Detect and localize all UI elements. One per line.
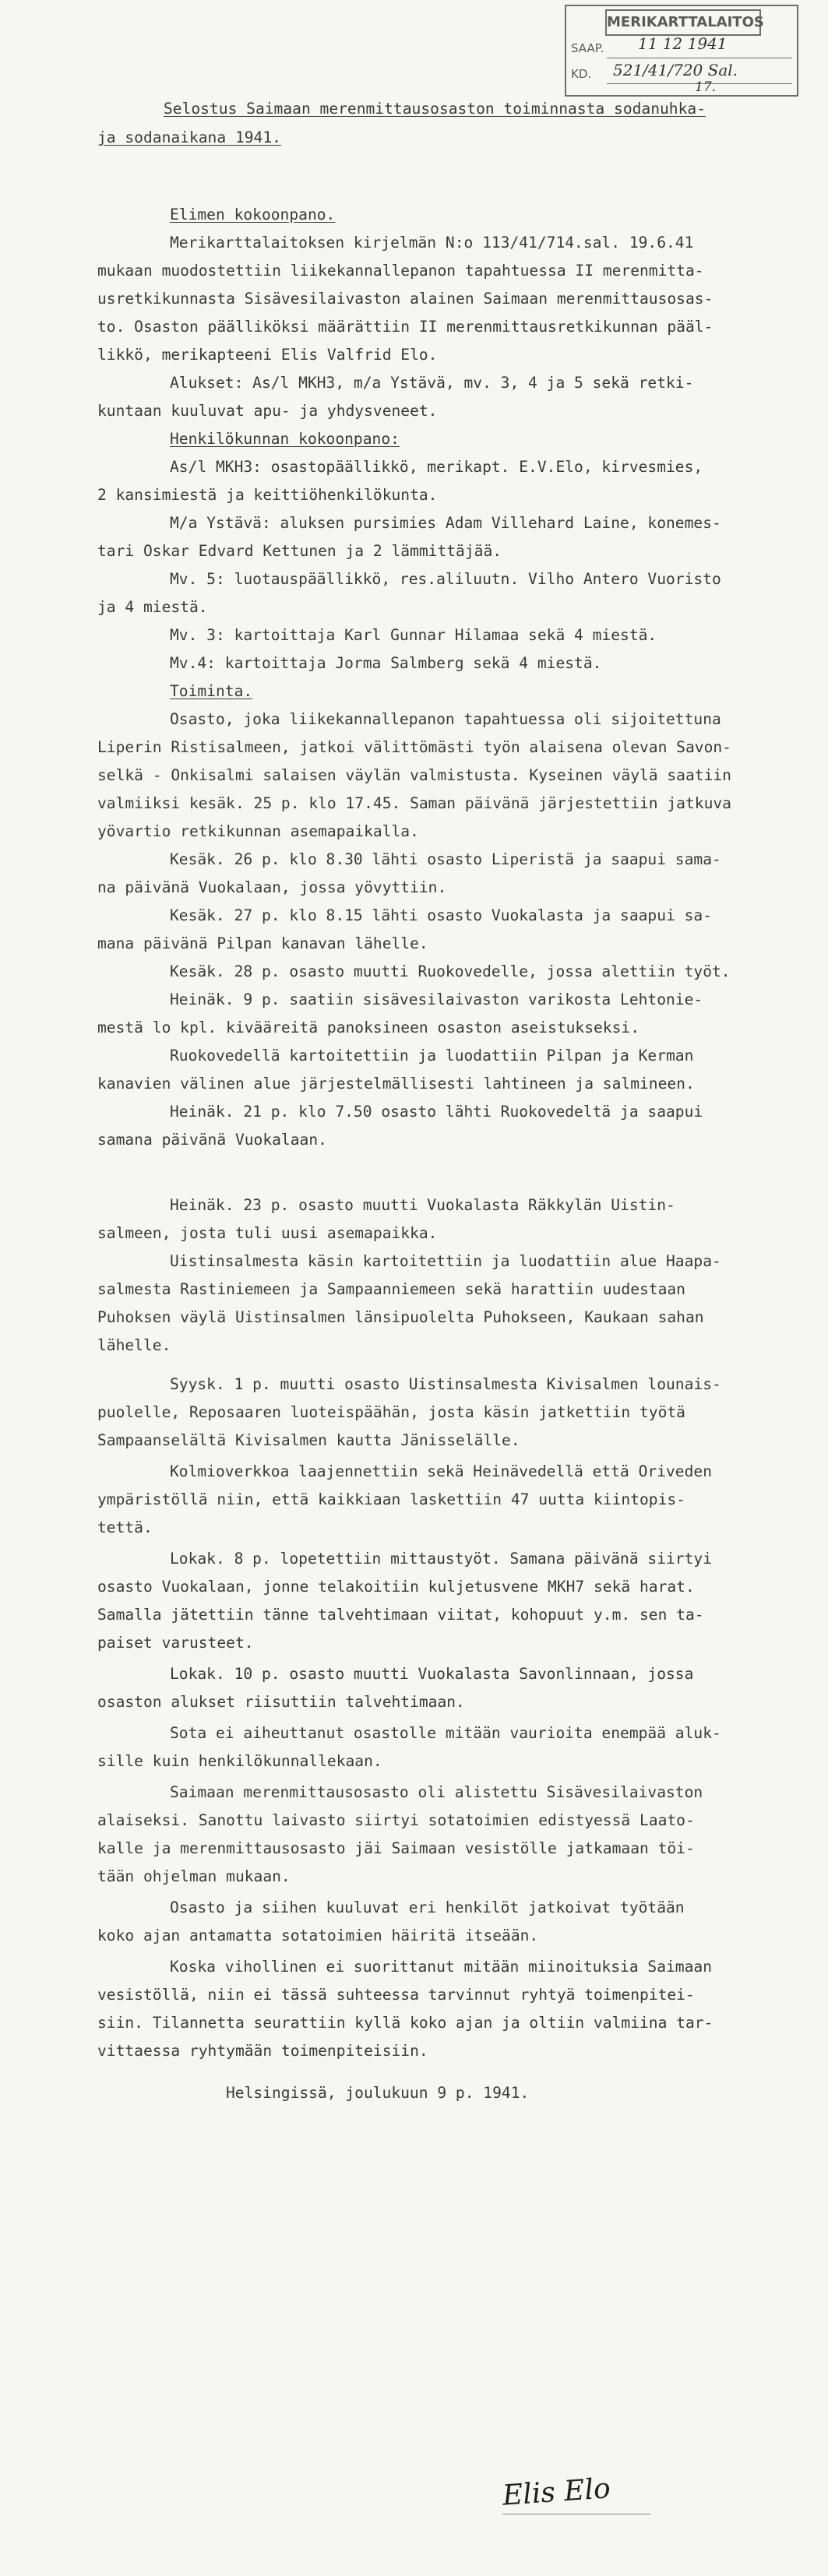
text-line: ympäristöllä niin, että kaikkiaan laskettiin 47 uutta kiintopis-: [97, 1490, 685, 1508]
text-line: Kesäk. 27 p. klo 8.15 lähti osasto Vuokalasta ja saapui sa-: [170, 906, 712, 924]
text-line: mukaan muodostettiin liikekannallepanon tapahtuessa II merenmitta-: [97, 262, 704, 280]
text-line: Saimaan merenmittausosasto oli alistettu Sisävesilaivaston: [170, 1783, 703, 1801]
text-line: na päivänä Vuokalaan, jossa yövyttiin.: [97, 878, 447, 896]
text-line: to. Osaston päälliköksi määrättiin II merenmittausretkikunnan pääl-: [97, 318, 713, 336]
text-line: osaston alukset riisuttiin talvehtimaan.: [97, 1693, 465, 1711]
text-line: paiset varusteet.: [97, 1634, 254, 1652]
place-date: Helsingissä, joulukuun 9 p. 1941.: [226, 2084, 530, 2102]
text-line: samana päivänä Vuokalaan.: [97, 1131, 327, 1149]
text-line: 2 kansimiestä ja keittiöhenkilökunta.: [97, 486, 438, 504]
text-line: Kesäk. 26 p. klo 8.30 lähti osasto Liperistä ja saapui sama-: [170, 850, 721, 868]
section-heading: Elimen kokoonpano.: [170, 206, 336, 223]
text-line: Sota ei aiheuttanut osastolle mitään vaurioita enempää aluk-: [170, 1724, 721, 1742]
text-line: puolelle, Reposaaren luoteispäähän, josta käsin jatkettiin työtä: [97, 1403, 685, 1421]
stamp-kd-label: KD.: [571, 67, 592, 81]
text-line: likkö, merikapteeni Elis Valfrid Elo.: [97, 346, 438, 364]
text-line: ja 4 miestä.: [97, 598, 208, 616]
stamp-saap-label: SAAP.: [571, 41, 604, 55]
text-line: sille kuin henkilökunnallekaan.: [97, 1752, 382, 1770]
text-line: Syysk. 1 p. muutti osasto Uistinsalmesta Kivisalmen lounais-: [170, 1375, 721, 1393]
receipt-stamp: [565, 5, 798, 97]
text-line: Osasto ja siihen kuuluvat eri henkilöt jatkoivat työtään: [170, 1899, 685, 1916]
text-line: Samalla jätettiin tänne talvehtimaan viitat, kohopuut y.m. sen ta-: [97, 1606, 704, 1624]
text-line: Koska vihollinen ei suorittanut mitään miinoituksia Saimaan: [170, 1958, 712, 1976]
text-line: Merikarttalaitoksen kirjelmän N:o 113/41/714.sal. 19.6.41: [170, 234, 694, 252]
text-line: Osasto, joka liikekannallepanon tapahtuessa oli sijoitettuna: [170, 710, 721, 728]
text-line: Ruokovedellä kartoitettiin ja luodattiin Pilpan ja Kerman: [170, 1047, 694, 1065]
text-line: vesistöllä, niin ei tässä suhteessa tarvinnut ryhtyä toimenpitei-: [97, 1986, 695, 2004]
text-line: alaiseksi. Sanottu laivasto siirtyi sotatoimien edistyessä Laato-: [97, 1811, 695, 1829]
text-line: Kolmioverkkoa laajennettiin sekä Heinävedellä että Oriveden: [170, 1462, 712, 1480]
signature: Elis Elo: [501, 2472, 611, 2512]
text-line: lähelle.: [97, 1336, 171, 1354]
text-line: Mv. 5: luotauspäällikkö, res.aliluutn. Vilho Antero Vuoristo: [170, 570, 721, 588]
text-line: Lokak. 8 p. lopetettiin mittaustyöt. Samana päivänä siirtyi: [170, 1550, 712, 1568]
text-line: Heinäk. 9 p. saatiin sisävesilaivaston varikosta Lehtonie-: [170, 991, 703, 1008]
text-line: salmeen, josta tuli uusi asemapaikka.: [97, 1224, 438, 1242]
text-line: valmiiksi kesäk. 25 p. klo 17.45. Saman päivänä järjestettiin jatkuva: [97, 794, 731, 812]
text-line: usretkikunnasta Sisävesilaivaston alainen Saimaan merenmittausosas-: [97, 290, 713, 308]
text-line: As/l MKH3: osastopäällikkö, merikapt. E.V.Elo, kirvesmies,: [170, 458, 703, 476]
title-line-1: Selostus Saimaan merenmittausosaston toiminnasta sodanuhka-: [164, 100, 706, 118]
text-line: vittaessa ryhtymään toimenpiteisiin.: [97, 2042, 428, 2060]
title-line-2: ja sodanaikana 1941.: [97, 128, 281, 146]
text-line: Puhoksen väylä Uistinsalmen länsipuolelta Puhokseen, Kaukaan sahan: [97, 1308, 704, 1326]
text-line: Alukset: As/l MKH3, m/a Ystävä, mv. 3, 4 ja 5 sekä retki-: [170, 374, 694, 392]
text-line: kuntaan kuuluvat apu- ja yhdysveneet.: [97, 402, 438, 420]
text-line: koko ajan antamatta sotatoimien häiritä itseään.: [97, 1927, 539, 1944]
text-line: yövartio retkikunnan asemapaikalla.: [97, 822, 419, 840]
text-line: Liperin Ristisalmeen, jatkoi välittömästi työn alaisena olevan Savon-: [97, 738, 731, 756]
text-line: siin. Tilannetta seurattiin kyllä koko ajan ja oltiin valmiina tar-: [97, 2014, 713, 2032]
stamp-org: MERIKARTTALAITOS: [605, 9, 761, 36]
text-line: Uistinsalmesta käsin kartoitettiin ja luodattiin alue Haapa-: [170, 1252, 721, 1270]
stamp-saap-value: 11 12 1941: [638, 34, 728, 53]
text-line: mestä lo kpl. kivääreitä panoksineen osaston aseistukseksi.: [97, 1019, 639, 1036]
text-line: kanavien välinen alue järjestelmällisesti lahtineen ja salmineen.: [97, 1075, 695, 1093]
text-line: tari Oskar Edvard Kettunen ja 2 lämmittäjää.: [97, 542, 502, 560]
text-line: Heinäk. 21 p. klo 7.50 osasto lähti Ruokovedeltä ja saapui: [170, 1103, 703, 1121]
text-line: tään ohjelman mukaan.: [97, 1867, 291, 1885]
text-line: mana päivänä Pilpan kanavan lähelle.: [97, 934, 428, 952]
text-line: Mv. 3: kartoittaja Karl Gunnar Hilamaa sekä 4 miestä.: [170, 626, 657, 644]
stamp-kd-value: 521/41/720 Sal.: [613, 61, 738, 79]
text-line: selkä - Onkisalmi salaisen väylän valmistusta. Kyseinen väylä saatiin: [97, 766, 731, 784]
text-line: Lokak. 10 p. osasto muutti Vuokalasta Savonlinnaan, jossa: [170, 1665, 694, 1683]
text-line: Kesäk. 28 p. osasto muutti Ruokovedelle, jossa alettiin työt.: [170, 962, 731, 980]
text-line: Sampaanselältä Kivisalmen kautta Jänisselälle.: [97, 1431, 520, 1449]
stamp-kd-extra: 17.: [695, 79, 717, 95]
section-heading: Toiminta.: [170, 682, 253, 700]
text-line: salmesta Rastiniemeen ja Sampaanniemeen sekä harattiin uudestaan: [97, 1280, 685, 1298]
text-line: M/a Ystävä: aluksen pursimies Adam Villehard Laine, konemes-: [170, 514, 721, 532]
text-line: Heinäk. 23 p. osasto muutti Vuokalasta Räkkylän Uistin-: [170, 1196, 675, 1214]
text-line: tettä.: [97, 1519, 153, 1536]
text-line: Mv.4: kartoittaja Jorma Salmberg sekä 4 miestä.: [170, 654, 602, 672]
text-line: kalle ja merenmittausosasto jäi Saimaan vesistölle jatkamaan töi-: [97, 1839, 695, 1857]
section-heading: Henkilökunnan kokoonpano:: [170, 430, 400, 448]
text-line: osasto Vuokalaan, jonne telakoitiin kuljetusvene MKH7 sekä harat.: [97, 1578, 695, 1596]
